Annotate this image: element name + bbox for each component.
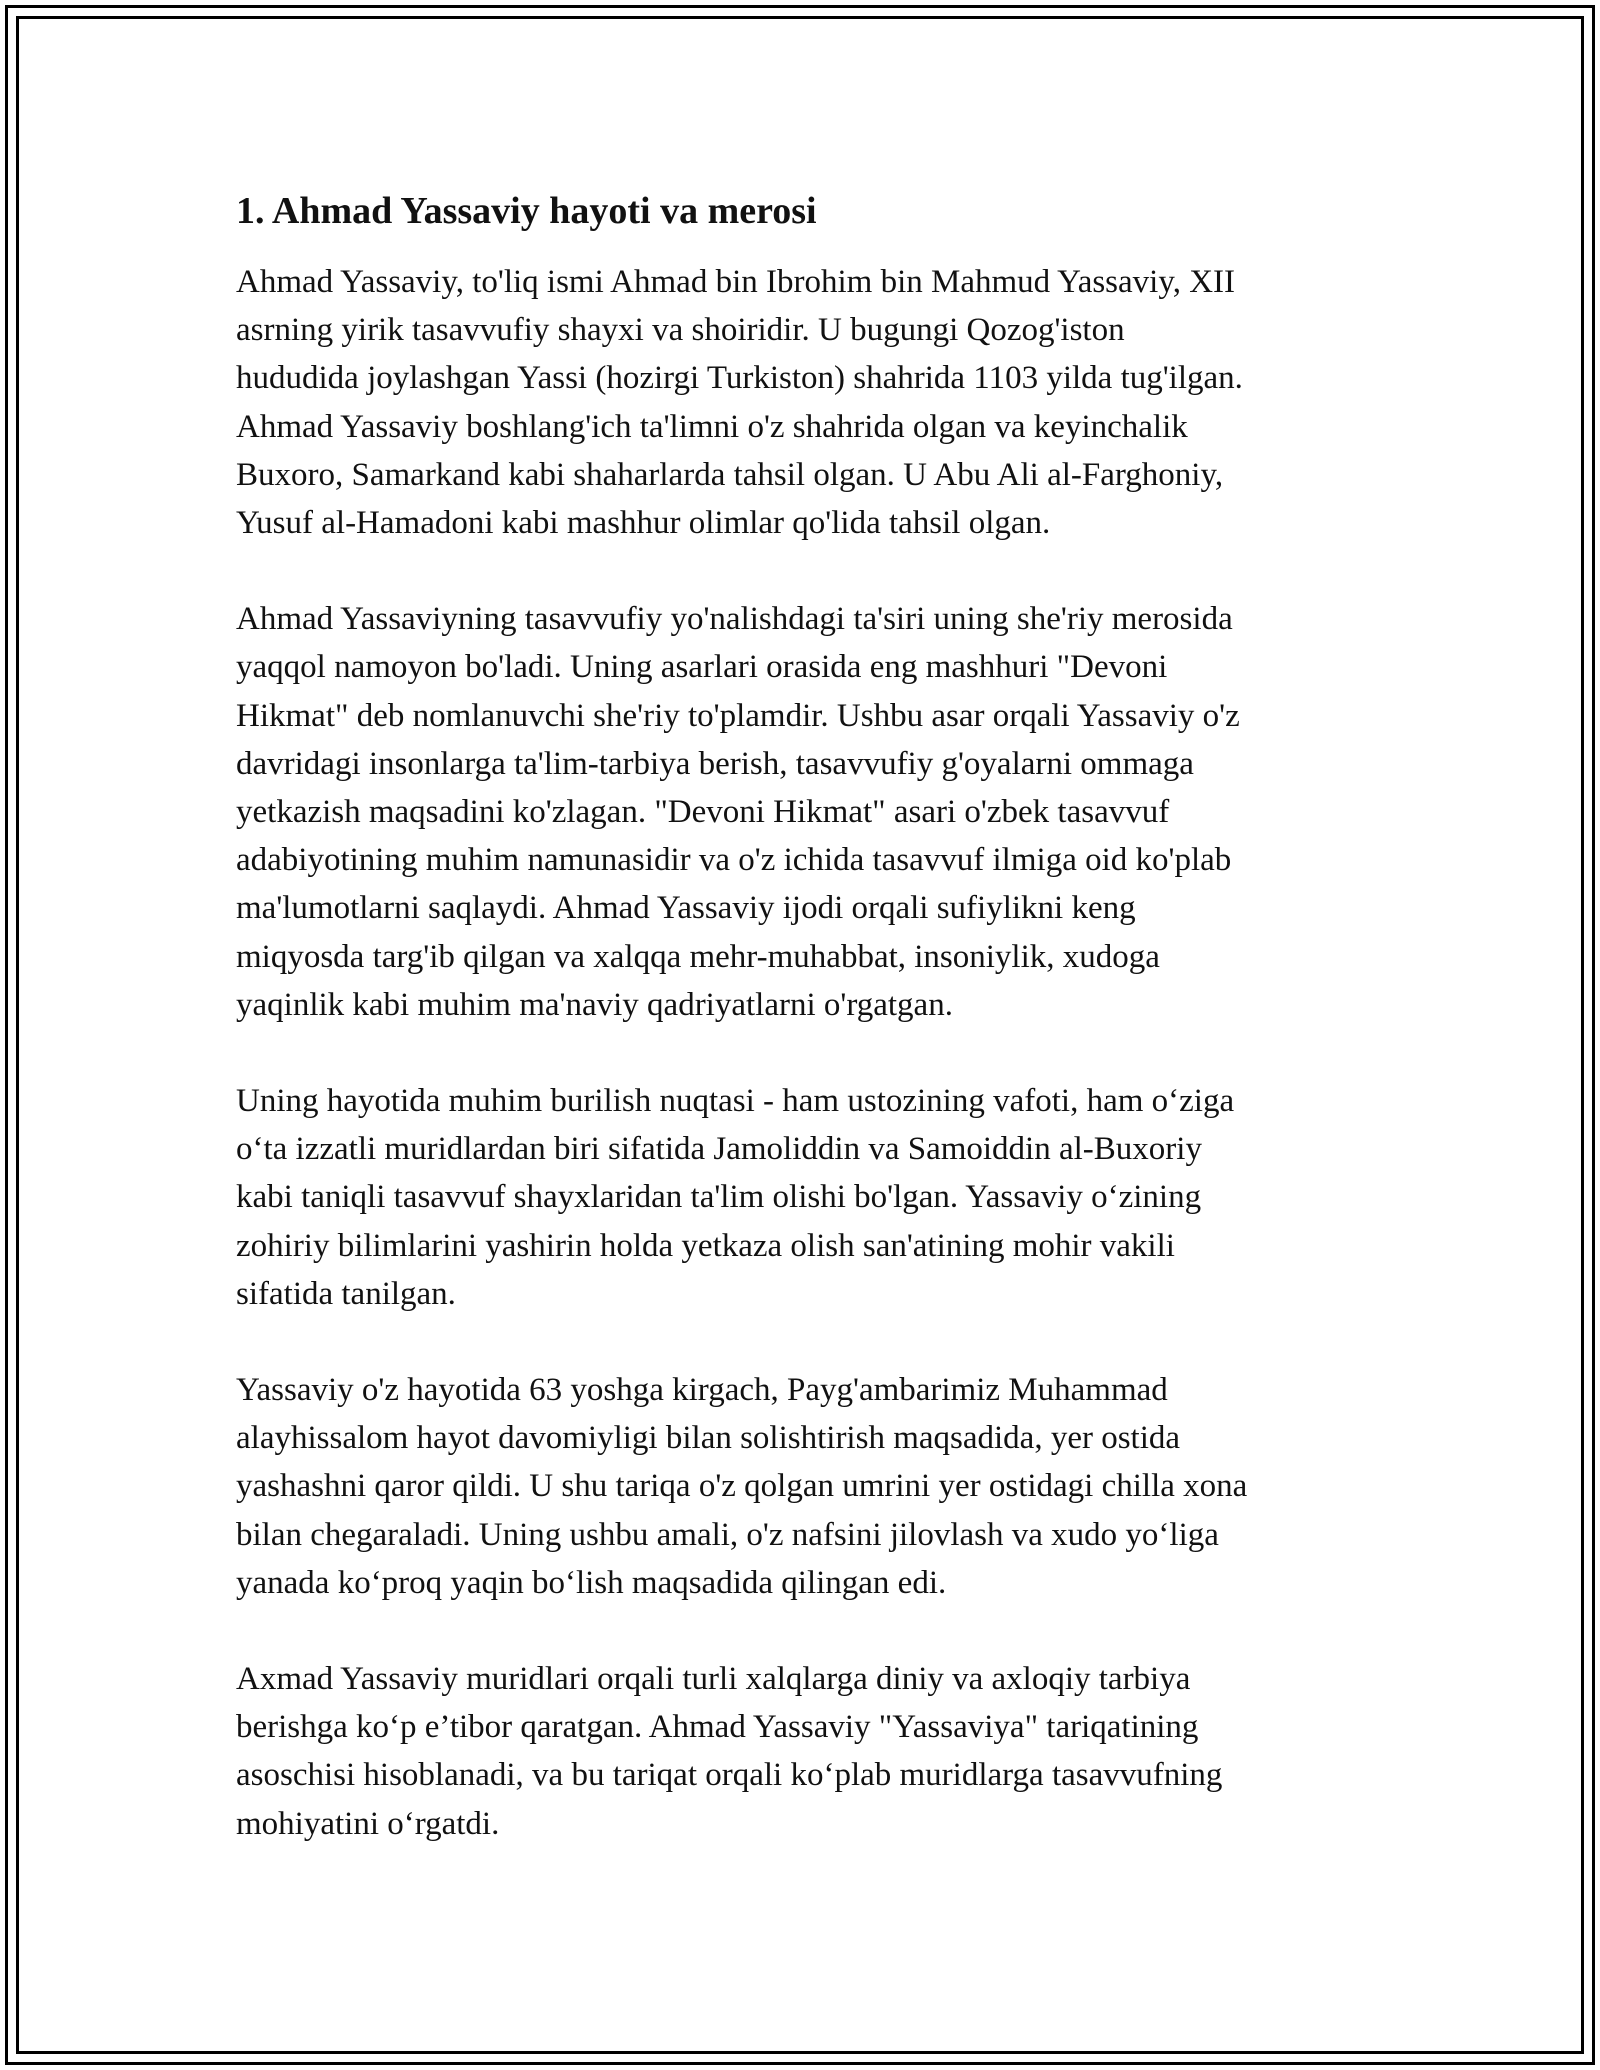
paragraph-underground-life: Yassaviy o'z hayotida 63 yoshga kirgach, Payg'ambarimiz Muhammad alayhissalom hayot davomiyligi bilan solishtirish maqsadida, yer ostida yashashni qaror qildi. U shu tariqa o'z qolgan umrini yer ostidagi chilla xona bilan chegaraladi. Uning ushbu amali, o'z nafsini jilovlash va xudo yo‘liga yanada ko‘proq yaqin bo‘lish maqsadida qilingan edi. [236, 1372, 1248, 1601]
paragraph-literary-legacy: Ahmad Yassaviyning tasavvufiy yo'nalishdagi ta'siri uning she'riy merosida yaqqol namoyon bo'ladi. Uning asarlari orasida eng mashhuri "Devoni Hikmat" deb nomlanuvchi she'riy to'plamdir. Ushbu asar orqali Yassaviy o'z davridagi insonlarga ta'lim-tarbiya berish, tasavvufiy g'oyalarni ommaga yetkazish maqsadini ko'zlagan. "Devoni Hikmat" asari o'zbek tasavvuf adabiyotining muhim namunasidir va o'z ichida tasavvuf ilmiga oid ko'plab ma'lumotlarni saqlaydi. Ahmad Yassaviy ijodi orqali sufiylikni keng miqyosda targ'ib qilgan va xalqqa mehr-muhabbat, insoniylik, xudoga yaqinlik kabi muhim ma'naviy qadriyatlarni o'rgatgan. [236, 601, 1240, 1023]
section-heading: 1. Ahmad Yassaviy hayoti va merosi [236, 190, 817, 232]
paragraph-yassaviya-order: Axmad Yassaviy muridlari orqali turli xalqlarga diniy va axloqiy tarbiya berishga ko‘p e’tibor qaratgan. Ahmad Yassaviy "Yassaviya" tariqatining asoschisi hisoblanadi, va bu tariqat orqali ko‘plab muridlarga tasavvufning mohiyatini o‘rgatdi. [236, 1661, 1223, 1842]
paragraph-biography: Ahmad Yassaviy, to'liq ismi Ahmad bin Ibrohim bin Mahmud Yassaviy, XII asrning yirik tasavvufiy shayxi va shoiridir. U bugungi Qozog'iston hududida joylashgan Yassi (hozirgi Turkiston) shahrida 1103 yilda tug'ilgan. Ahmad Yassaviy boshlang'ich ta'limni o'z shahrida olgan va keyinchalik Buxoro, Samarkand kabi shaharlarda tahsil olgan. U Abu Ali al-Farghoniy, Yusuf al-Hamadoni kabi mashhur olimlar qo'lida tahsil olgan. [236, 264, 1243, 542]
document-body [236, 186, 1416, 1896]
paragraph-turning-point: Uning hayotida muhim burilish nuqtasi - ham ustozining vafoti, ham o‘ziga o‘ta izzatli muridlardan biri sifatida Jamoliddin va Samoiddin al-Buxoriy kabi taniqli tasavvuf shayxlaridan ta'lim olishi bo'lgan. Yassaviy o‘zining zohiriy bilimlarini yashirin holda yetkaza olish san'atining mohir vakili sifatida tanilgan. [236, 1083, 1235, 1312]
